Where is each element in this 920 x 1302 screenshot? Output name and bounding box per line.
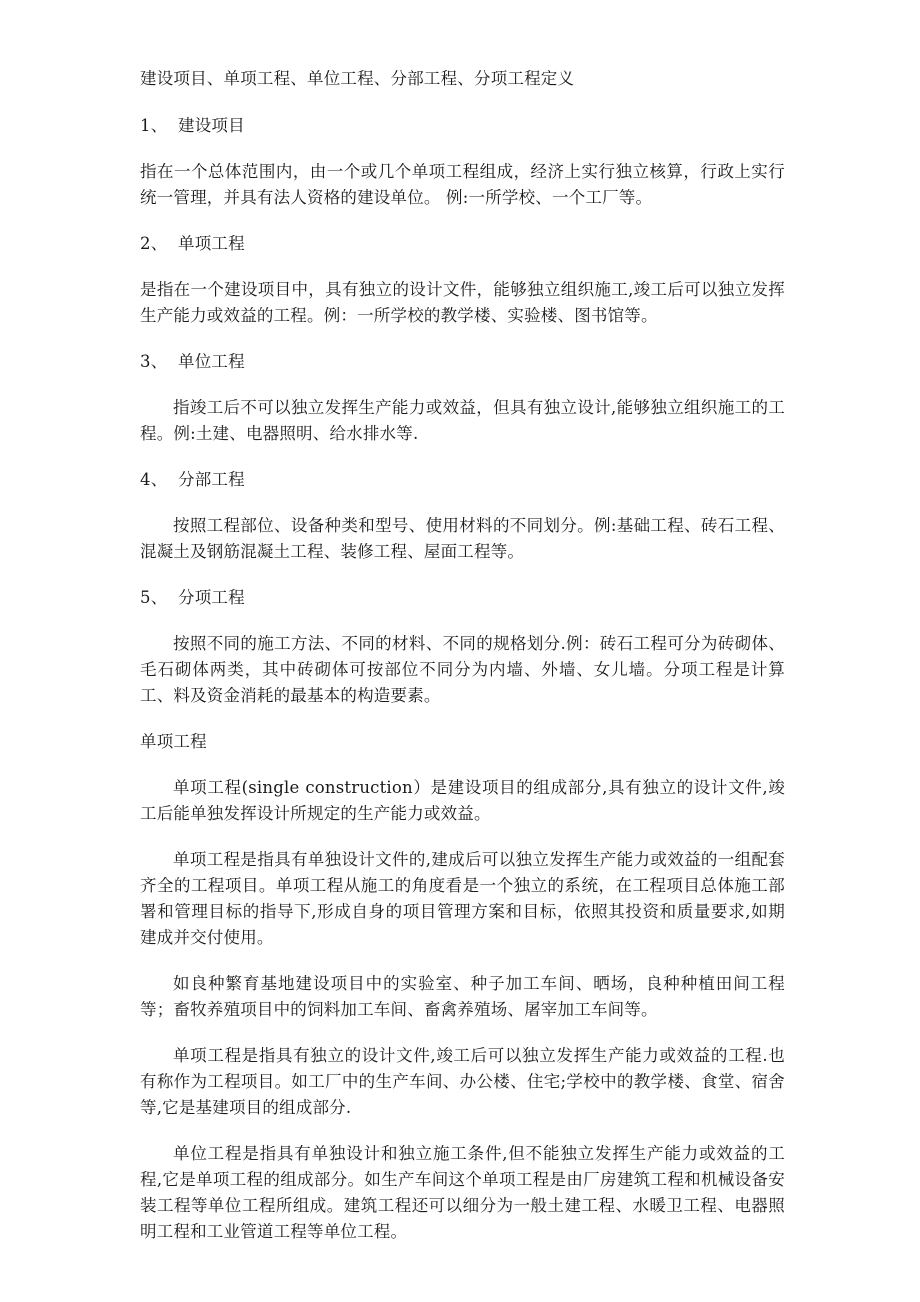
- paragraph: 单项工程是指具有独立的设计文件,竣工后可以独立发挥生产能力或效益的工程.也有称作为工程项目。如工厂中的生产车间、办公楼、住宅;学校中的教学楼、食堂、宿舍等,它是基建项目的组成部分.: [140, 1046, 785, 1117]
- section-heading-text: 分部工程: [178, 470, 245, 489]
- subsection-title: 单项工程: [140, 732, 207, 751]
- paragraph: 单位工程是指具有单独设计和独立施工条件,但不能独立发挥生产能力或效益的工程,它是单项工程的组成部分。如生产车间这个单项工程是由厂房建筑工程和机械设备安装工程等单位工程所组成。建筑工程还可以细分为一般土建工程、水暖卫工程、电器照明工程和工业管道工程等单位工程。: [140, 1144, 785, 1241]
- section-body: 是指在一个建设项目中，具有独立的设计文件，能够独立组织施工,竣工后可以独立发挥生产能力或效益的工程。例：一所学校的教学楼、实验楼、图书馆等。: [140, 280, 785, 325]
- section-heading-text: 单位工程: [178, 352, 245, 371]
- document-page: [140, 66, 785, 1265]
- section-heading-text: 单项工程: [178, 234, 245, 253]
- section-heading: [140, 349, 785, 375]
- section-heading-text: 建设项目: [178, 116, 245, 135]
- section-heading-text: 分项工程: [178, 588, 245, 607]
- section-heading: [140, 231, 785, 257]
- section-number: 4、: [140, 470, 168, 489]
- section-number: 2、: [140, 234, 168, 253]
- section-body: 指在一个总体范围内，由一个或几个单项工程组成，经济上实行独立核算，行政上实行统一管理，并具有法人资格的建设单位。 例:一所学校、一个工厂等。: [140, 162, 785, 207]
- section-heading: [140, 585, 785, 611]
- section-body: 按照不同的施工方法、不同的材料、不同的规格划分.例：砖石工程可分为砖砌体、毛石砌体两类，其中砖砌体可按部位不同分为内墙、外墙、女儿墙。分项工程是计算工、料及资金消耗的最基本的构造要素。: [140, 634, 785, 705]
- section-heading: [140, 467, 785, 493]
- section-heading: [140, 113, 785, 139]
- paragraph: 单项工程是指具有单独设计文件的,建成后可以独立发挥生产能力或效益的一组配套齐全的工程项目。单项工程从施工的角度看是一个独立的系统，在工程项目总体施工部署和管理目标的指导下,形成自身的项目管理方案和目标，依照其投资和质量要求,如期建成并交付使用。: [140, 850, 785, 947]
- section-number: 5、: [140, 588, 168, 607]
- section-body: 指竣工后不可以独立发挥生产能力或效益，但具有独立设计,能够独立组织施工的工程。例:土建、电器照明、给水排水等.: [140, 398, 785, 443]
- document-title: 建设项目、单项工程、单位工程、分部工程、分项工程定义: [140, 69, 575, 88]
- paragraph: 单项工程(single construction）是建设项目的组成部分,具有独立的设计文件,竣工后能单独发挥设计所规定的生产能力或效益。: [140, 778, 785, 823]
- paragraph: 如良种繁育基地建设项目中的实验室、种子加工车间、晒场，良种种植田间工程等；畜牧养殖项目中的饲料加工车间、畜禽养殖场、屠宰加工车间等。: [140, 974, 785, 1019]
- section-body: 按照工程部位、设备种类和型号、使用材料的不同划分。例:基础工程、砖石工程、混凝土及钢筋混凝土工程、装修工程、屋面工程等。: [140, 516, 785, 561]
- section-number: 3、: [140, 352, 168, 371]
- section-number: 1、: [140, 116, 168, 135]
